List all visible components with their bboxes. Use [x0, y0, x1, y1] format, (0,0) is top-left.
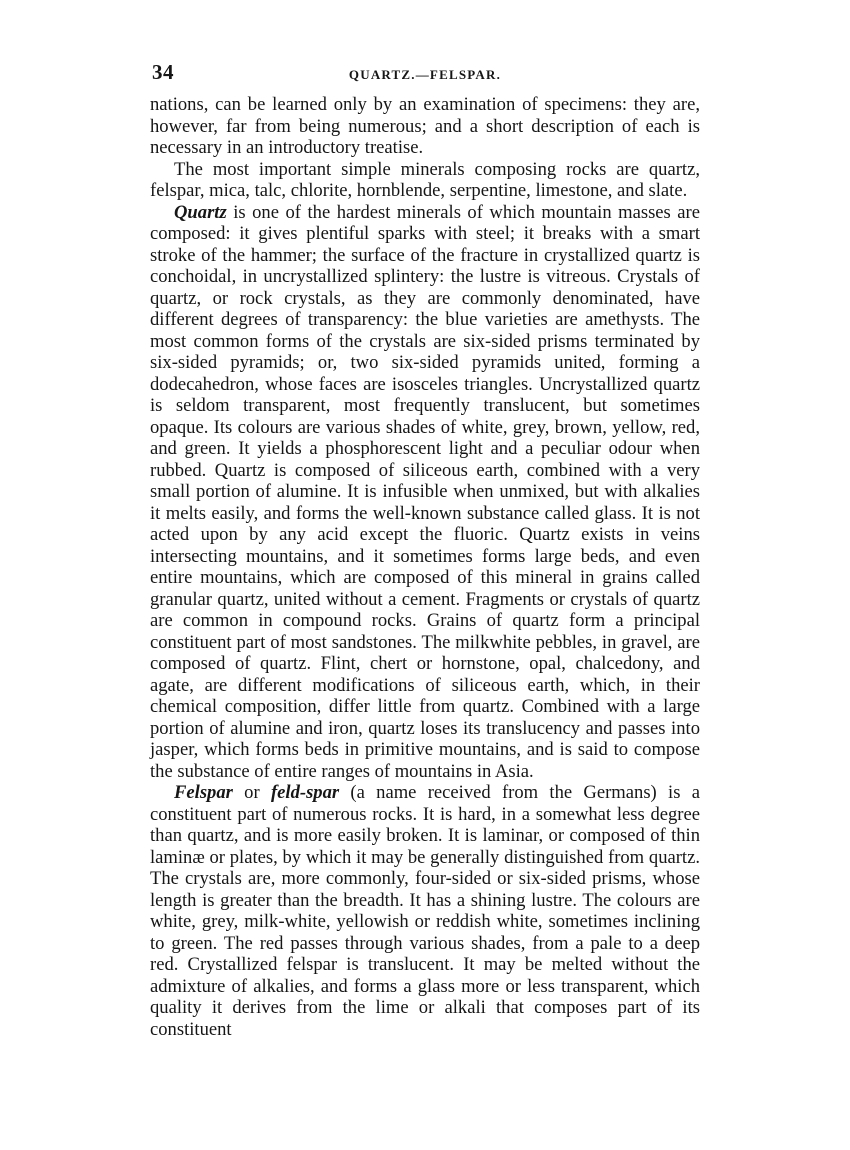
- body-text: [150, 94, 700, 1040]
- paragraph-quartz: [150, 202, 700, 783]
- paragraph-text: is one of the hardest minerals of which mountain masses are composed: it gives plentiful sparks with steel; it breaks with a smart stroke of the hammer; the surface of the fracture in crystallized quartz is conchoidal, in uncrystallized splintery: the lustre is vitreous. Crystals of quartz, or rock crystals, as they are commonly denominated, have different degrees of transparency: the blue varieties are amethysts. The most common forms of the crystals are six-sided prisms terminated by six-sided pyramids; or, two six-sided pyramids united, forming a dodecahedron, whose faces are isosceles triangles. Uncrystallized quartz is seldom transparent, most frequently translucent, but sometimes opaque. Its colours are various shades of white, grey, brown, yellow, red, and green. It yields a phosphorescent light and a peculiar odour when rubbed. Quartz is composed of siliceous earth, combined with a very small portion of alumine. It is infusible when unmixed, but with alkalies it melts easily, and forms the well-known substance called glass. It is not acted upon by any acid except the fluoric. Quartz exists in veins intersecting mountains, and it sometimes forms large beds, and even entire mountains, which are composed of this mineral in grains called granular quartz, united without a cement. Fragments or crystals of quartz are common in compound rocks. Grains of quartz form a principal constituent part of most sandstones. The milkwhite pebbles, in gravel, are composed of quartz. Flint, chert or hornstone, opal, chalcedony, and agate, are different modifications of siliceous earth, which, in their chemical composition, differ little from quartz. Combined with a large portion of alumine and iron, quartz loses its translucency and passes into jasper, which forms beds in primitive mountains, and is said to compose the substance of entire ranges of mountains in Asia.: [150, 201, 700, 782]
- term-quartz: Quartz: [174, 201, 227, 223]
- paragraph-text: nations, can be learned only by an examination of specimens: they are, however, far from being numerous; and a short description of each is necessary in an introductory treatise.: [150, 94, 700, 158]
- paragraph-simple-minerals: [150, 159, 700, 202]
- paragraph-continuation: [150, 94, 700, 159]
- paragraph-text: (a name received from the Germans) is a constituent part of numerous rocks. It is hard, in a somewhat less degree than quartz, and is more easily broken. It is laminar, or composed of thin laminæ or plates, by which it may be generally distinguished from quartz. The crystals are, more commonly, four-sided or six-sided prisms, whose length is greater than the breadth. It has a shining lustre. The colours are white, grey, milk-white, yellowish or reddish white, sometimes inclining to green. The red passes through various shades, from a pale to a deep red. Crystallized felspar is translucent. It may be melted without the admixture of alkalies, and forms a glass more or less transparent, which quality it derives from the lime or alkali that composes part of its constituent: [150, 782, 700, 1040]
- term-feld-spar: feld-spar: [270, 782, 340, 803]
- paragraph-felspar: [150, 782, 700, 1040]
- page-header: [150, 60, 700, 90]
- running-head: QUARTZ.—FELSPAR.: [348, 67, 502, 82]
- paragraph-text: The most important simple minerals composing rocks are quartz, felspar, mica, talc, chlorite, hornblende, serpentine, limestone, and slate.: [150, 158, 700, 201]
- book-page: [150, 60, 700, 1040]
- page-number: 34: [152, 60, 174, 84]
- term-connector: or: [232, 782, 271, 803]
- term-felspar: Felspar: [174, 782, 233, 803]
